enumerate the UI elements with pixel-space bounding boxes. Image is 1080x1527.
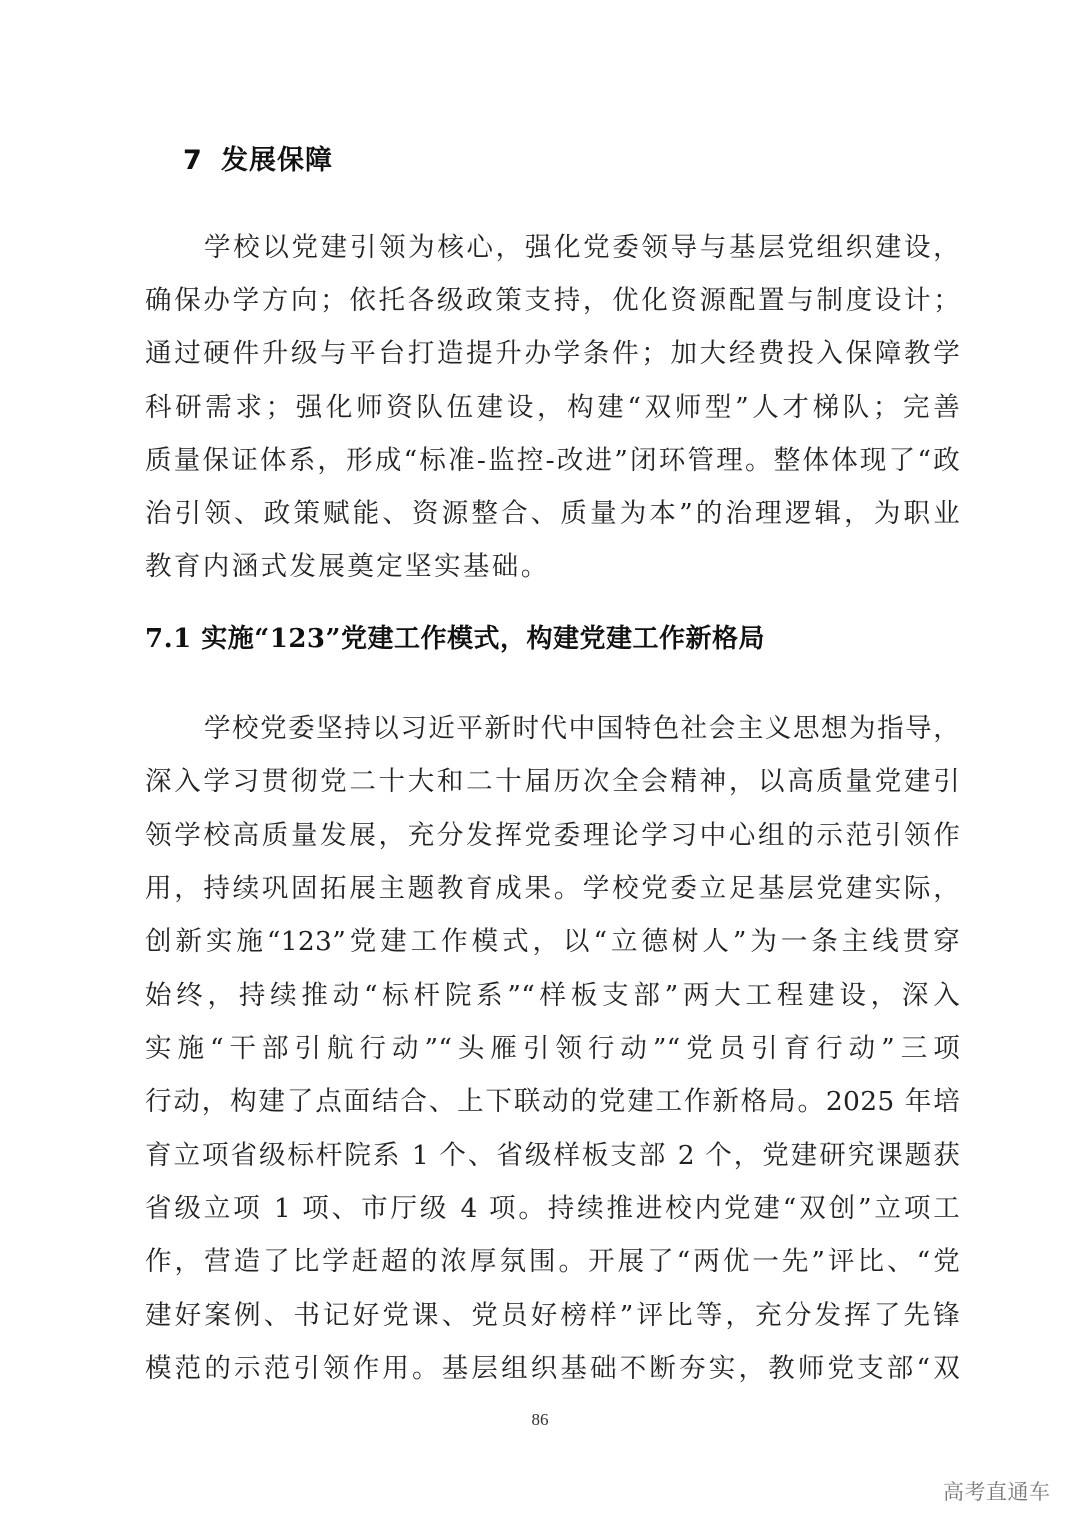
- paragraph-line: 建好案例、书记好党课、党员好榜样”评比等，充分发挥了先锋: [145, 1300, 960, 1331]
- section-heading: [183, 138, 333, 177]
- paragraph-line: 模范的示范引领作用。基层组织基础不断夯实，教师党支部“双: [145, 1353, 960, 1384]
- paragraph-line: 质量保证体系，形成“标准-监控-改进”闭环管理。整体体现了“政: [145, 445, 960, 476]
- paragraph-line: 行动，构建了点面结合、上下联动的党建工作新格局。2025 年培: [145, 1086, 960, 1117]
- section-title: 发展保障: [221, 145, 333, 176]
- paragraph-line: 创新实施“123”党建工作模式，以“立德树人”为一条主线贯穿: [145, 926, 960, 957]
- paragraph-line: 省级立项 1 项、市厅级 4 项。持续推进校内党建“双创”立项工: [145, 1193, 960, 1224]
- watermark: 高考直通车: [943, 1480, 1051, 1504]
- paragraph-line: 育立项省级标杆院系 1 个、省级样板支部 2 个，党建研究课题获: [145, 1140, 960, 1171]
- paragraph-line: 学校以党建引领为核心，强化党委领导与基层党组织建设，: [204, 232, 960, 263]
- subsection-heading: 7.1 实施“123”党建工作模式，构建党建工作新格局: [145, 624, 765, 654]
- paragraph-line: 确保办学方向；依托各级政策支持，优化资源配置与制度设计；: [145, 285, 960, 316]
- paragraph-line: 实施“干部引航行动”“头雁引领行动”“党员引育行动”三项: [145, 1033, 960, 1064]
- paragraph-line: 科研需求；强化师资队伍建设，构建“双师型”人才梯队；完善: [145, 392, 960, 423]
- paragraph-line: 教育内涵式发展奠定坚实基础。: [145, 551, 550, 582]
- paragraph-line: 通过硬件升级与平台打造提升办学条件；加大经费投入保障教学: [145, 338, 960, 369]
- paragraph-line: 作，营造了比学赶超的浓厚氛围。开展了“两优一先”评比、“党: [145, 1246, 960, 1277]
- paragraph-line: 深入学习贯彻党二十大和二十届历次全会精神，以高质量党建引: [145, 766, 960, 797]
- paragraph-line: 学校党委坚持以习近平新时代中国特色社会主义思想为指导，: [204, 713, 960, 744]
- paragraph-line: 治引领、政策赋能、资源整合、质量为本”的治理逻辑，为职业: [145, 498, 960, 529]
- paragraph-line: 用，持续巩固拓展主题教育成果。学校党委立足基层党建实际，: [145, 873, 960, 904]
- page-number: 86: [531, 1410, 549, 1429]
- paragraph-line: 始终，持续推动“标杆院系”“样板支部”两大工程建设，深入: [145, 980, 960, 1011]
- paragraph-line: 领学校高质量发展，充分发挥党委理论学习中心组的示范引领作: [145, 820, 960, 851]
- section-number: 7: [183, 145, 203, 176]
